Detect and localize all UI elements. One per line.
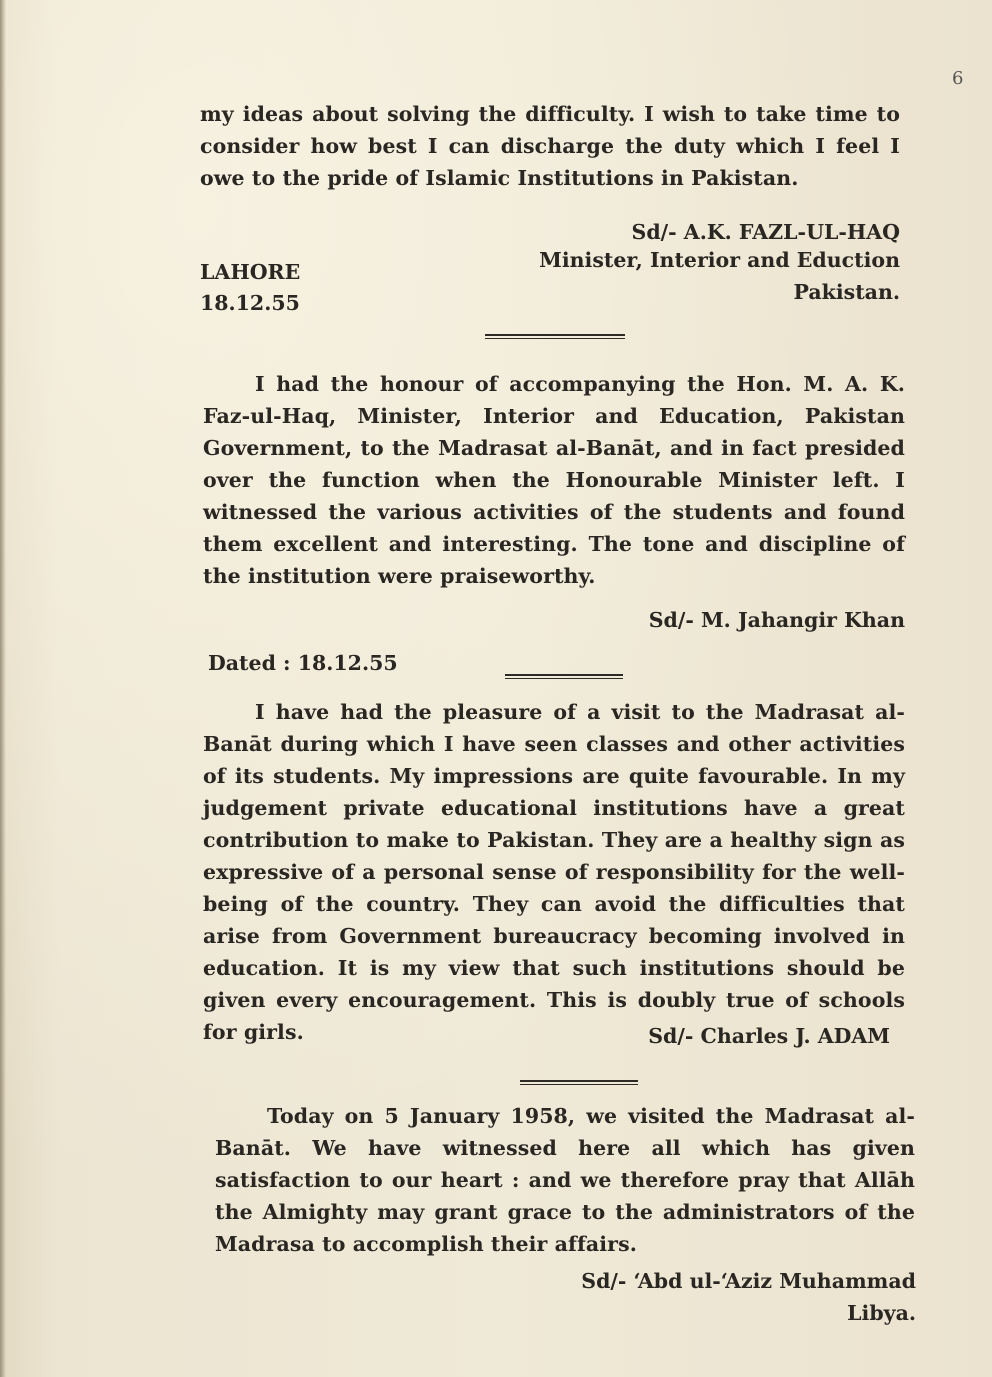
paragraph-3: I have had the pleasure of a visit to the Madrasat al-Banāt during which I have seen classes and other activities of its students. My impressions are quite favourable. In my judgement private educational institutions have a great contribution to make to Pakistan. They are a healthy sign as expressive of a personal sense of responsibility for the well-being of the country. They can avoid the difficulties that arise from Government bureaucracy becoming involved in education. It is my view that such institutions should be given every encouragement. This is doubly true of schools for girls. [203, 700, 905, 1044]
signature-1-country: Pakistan. [793, 280, 900, 304]
page-number: 6 [952, 68, 964, 89]
signature-3-name: Sd/- Charles J. ADAM [648, 1024, 890, 1048]
signature-1-place: LAHORE [200, 260, 301, 284]
signature-1-date: 18.12.55 [200, 291, 300, 315]
section-divider-double [505, 678, 623, 679]
paragraph-2: I had the honour of accompanying the Hon. M. A. K. Faz-ul-Haq, Minister, Interior and Education, Pakistan Government, to the Madrasat al-Banāt, and in fact presided over the function when the Honourable Minister left. I witnessed the various activities of the students and found them excellent and interesting. The tone and discipline of the institution were praiseworthy. [203, 372, 905, 588]
signature-4-name: Sd/- ‘Abd ul-‘Aziz Muhammad [581, 1269, 916, 1293]
signature-1-title: Minister, Interior and Eduction [539, 248, 900, 272]
section-divider-double [520, 1084, 638, 1085]
signature-2-date: Dated : 18.12.55 [208, 651, 398, 675]
intro-paragraph: my ideas about solving the difficulty. I wish to take time to consider how best I can discharge the duty which I feel I owe to the pride of Islamic Institutions in Pakistan. [200, 102, 900, 190]
section-divider [520, 1080, 638, 1082]
section-divider [485, 334, 625, 336]
paragraph-4: Today on 5 January 1958, we visited the Madrasat al-Banāt. We have witnessed here all which has given satisfaction to our heart : and we therefore pray that Allāh the Almighty may grant grace to the administrators of the Madrasa to accomplish their affairs. [215, 1104, 915, 1256]
signature-4-country: Libya. [847, 1301, 916, 1325]
section-divider [505, 674, 623, 676]
section-divider-double [485, 338, 625, 339]
page-spine-shadow [0, 0, 6, 1377]
signature-2-name: Sd/- M. Jahangir Khan [648, 608, 905, 632]
signature-1-name: Sd/- A.K. FAZL-UL-HAQ [631, 220, 900, 244]
